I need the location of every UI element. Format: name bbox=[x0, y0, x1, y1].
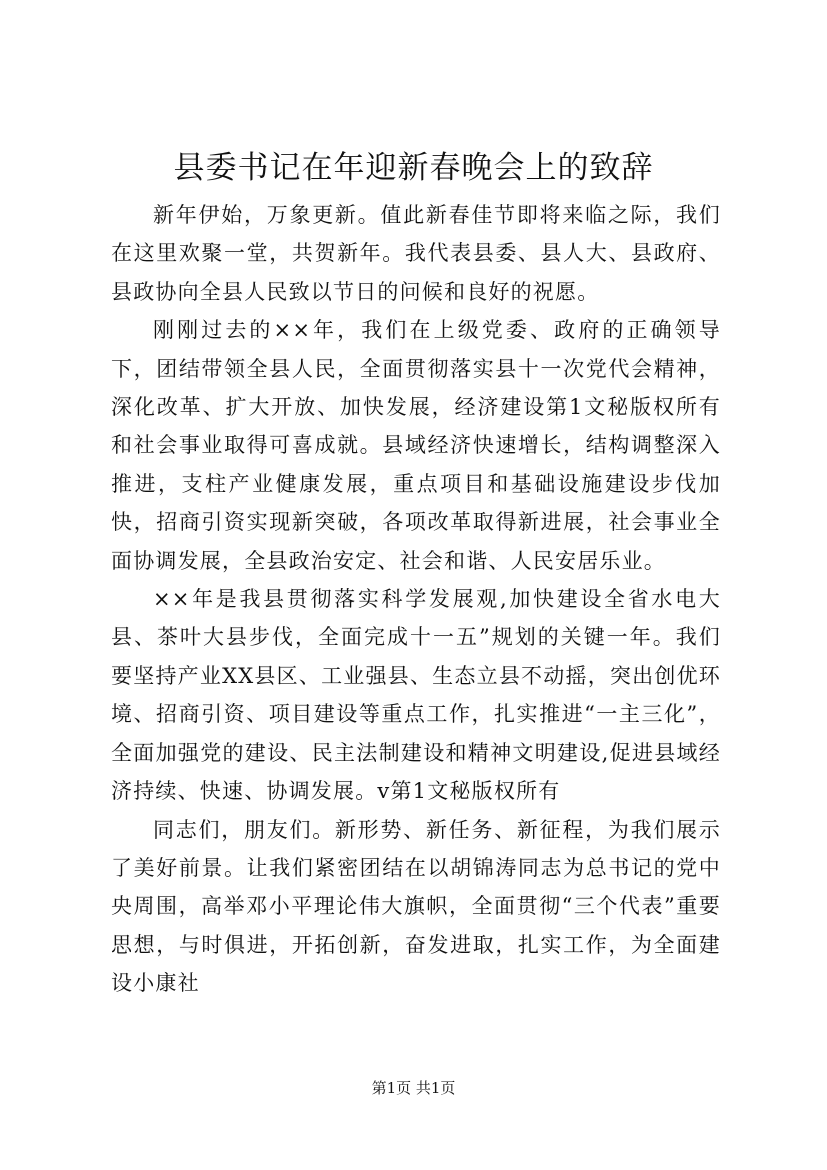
paragraph-1: 新年伊始，万象更新。值此新春佳节即将来临之际，我们在这里欢聚一堂，共贺新年。我代表县委、县人大、县政府、县政协向全县人民致以节日的问候和良好的祝愿。 bbox=[111, 203, 721, 304]
paragraph-2: 刚刚过去的××年，我们在上级党委、政府的正确领导下，团结带领全县人民，全面贯彻落实县十一次党代会精神，深化改革、扩大开放、加快发展，经济建设第1文秘版权所有和社会事业取得可喜成就。县域经济快速增长，结构调整深入推进，支柱产业健康发展，重点项目和基础设施建设步伐加快，招商引资实现新突破，各项改革取得新进展，社会事业全面协调发展，全县政治安定、社会和谐、人民安居乐业。 bbox=[111, 318, 721, 573]
page-footer: 第1页 共1页 bbox=[371, 1079, 456, 1097]
document-body bbox=[111, 196, 721, 1003]
paragraph-4: 同志们，朋友们。新形势、新任务、新征程，为我们展示了美好前景。让我们紧密团结在以胡锦涛同志为总书记的党中央周围，高举邓小平理论伟大旗帜，全面贯彻“三个代表”重要思想，与时俱进，开拓创新，奋发进取，扎实工作，为全面建设小康社 bbox=[111, 817, 721, 996]
paragraph-3: ××年是我县贯彻落实科学发展观,加快建设全省水电大县、茶叶大县步伐，全面完成十一五”规划的关键一年。我们要坚持产业XX县区、工业强县、生态立县不动摇，突出创优环境、招商引资、项目建设等重点工作，扎实推进“一主三化”，全面加强党的建设、民主法制建设和精神文明建设,促进县域经济持续、快速、协调发展。v第1文秘版权所有 bbox=[111, 587, 721, 804]
page-title: 县委书记在年迎新春晚会上的致辞 bbox=[173, 150, 654, 186]
